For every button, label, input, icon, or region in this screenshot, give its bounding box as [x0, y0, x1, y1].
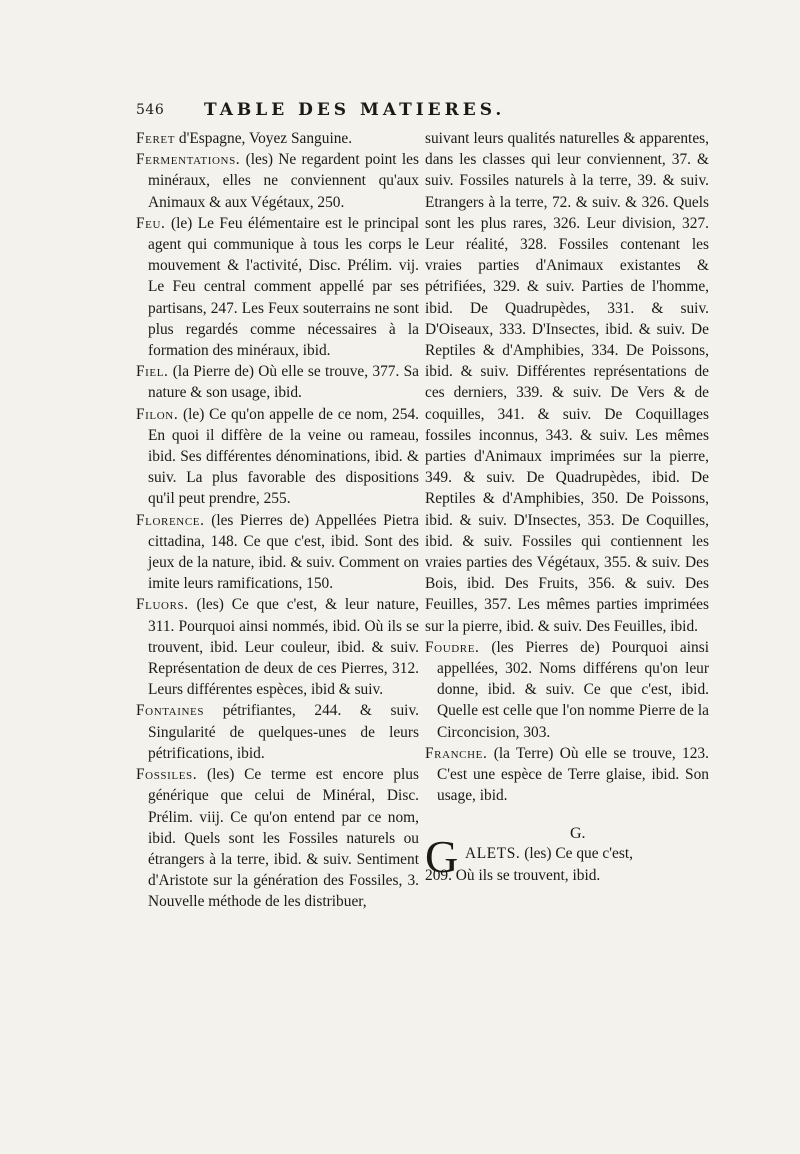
headword: Feu. — [136, 214, 166, 232]
headword: Fiel. — [136, 363, 169, 381]
entry-text: (les) Ne regardent point les minéraux, elles ne conviennent qu'aux Animaux & aux Végétaux, 250. — [148, 151, 419, 211]
index-entry-continued — [425, 128, 709, 637]
section-letter: G. — [570, 824, 586, 842]
entry-text: (les Pierres de) Pourquoi ainsi appellées, 302. Noms différens qu'on leur donne, ibid. & suiv. Ce que c'est, ibid. Quelle est celle que l'on nomme Pierre de la Circoncision, 303. — [437, 638, 709, 741]
running-title: TABLE DES MATIERES. — [204, 100, 506, 120]
left-column — [136, 128, 419, 913]
index-entry — [136, 361, 419, 403]
entry-text: (les) Ce terme est encore plus générique que celui de Minéral, Disc. Prélim. viij. Ce qu'on entend par ce nom, ibid. Quels sont les Fossiles naturels ou étrangers à la terre, ibid. & suiv. Sentiment d'Aristote sur la génération des Fossiles, 3. Nouvelle méthode de les distribuer, — [148, 766, 419, 911]
entry-text: (les) Ce que c'est, & leur nature, 311. Pourquoi ainsi nommés, ibid. Où ils se trouvent, ibid. Leur couleur, ibid. & suiv. Représentation de deux de ces Pierres, 312. Leurs différentes espèces, ibid & suiv. — [148, 596, 419, 699]
entry-line — [425, 865, 709, 886]
entry-text: (les Pierres de) Appellées Pietra cittadina, 148. Ce que c'est, ibid. Sont des jeux de la nature, ibid. & suiv. Comment on imite leurs ramifications, 150. — [148, 511, 419, 593]
entry-text: (la Pierre de) Où elle se trouve, 377. Sa nature & son usage, ibid. — [148, 363, 419, 402]
headword: Foudre. — [425, 638, 480, 656]
index-entry — [136, 213, 419, 361]
index-entry — [425, 743, 709, 807]
headword: Franche. — [425, 744, 488, 762]
entry-text: (le) Ce qu'on appelle de ce nom, 254. En quoi il diffère de la veine ou rameau, ibid. Ses différentes dénominations, ibid. & suiv. La plus favorable des dispositions qu'il peut prendre, 255. — [148, 405, 419, 508]
headword: Fluors. — [136, 596, 189, 614]
page-number: 546 — [136, 102, 165, 118]
entry-text: suivant leurs qualités naturelles & apparentes, dans les classes qui leur conviennent, 37. & suiv. Fossiles naturels à la terre, 39. & suiv. Etrangers à la terre, 72. & suiv. & 326. Quels sont les plus rares, 326. Leur division, 327. Leur réalité, 328. Fossiles contenant les vraies parties d'Animaux existantes & pétrifiées, 329. & suiv. Parties de l'homme, ibid. De Quadrupèdes, 331. & suiv. D'Oiseaux, 333. D'Insectes, ibid. & suiv. De Reptiles & d'Amphibies, 334. De Poissons, ibid. & suiv. Différentes représentations de ces derniers, 339. & suiv. De Vers & de coquilles, 341. & suiv. De Coquillages fossiles inconnus, 343. & suiv. Les mêmes parties d'Animaux imprimées sur la pierre, 349. & suiv. De Quadrupèdes, ibid. De Reptiles & d'Amphibies, 350. De Poissons, ibid. & suiv. D'Insectes, 353. De Coquilles, ibid. & suiv. Fossiles qui contiennent les vraies parties des Végétaux, 355. & suiv. Des Bois, ibid. Des Fruits, 356. & suiv. Des Feuilles, 357. Les mêmes parties imprimées sur la pierre, ibid. & suiv. Des Feuilles, ibid. — [425, 130, 709, 635]
running-header — [136, 100, 706, 126]
index-entry — [136, 510, 419, 595]
headword: Fontaines — [136, 702, 205, 720]
index-entry — [425, 637, 709, 743]
headword: Filon. — [136, 405, 179, 423]
headword: Feret — [136, 130, 176, 147]
headword: Fermentations. — [136, 151, 241, 169]
headword: ALETS. — [465, 844, 521, 862]
index-entry — [136, 764, 419, 912]
index-entry — [136, 149, 419, 213]
index-entry — [136, 404, 419, 510]
entry-line — [465, 843, 709, 864]
drop-cap: G — [425, 830, 459, 882]
index-entry — [136, 700, 419, 764]
entry-text: 209. Où ils se trouvent, ibid. — [425, 866, 601, 884]
headword: Fossiles. — [136, 766, 198, 784]
entry-text: (les) Ce que c'est, — [524, 844, 633, 862]
entry-text: pétrifiantes, 244. & suiv. Singularité de quelques-unes de leurs pétrifications, ibid. — [148, 702, 419, 762]
right-column — [425, 128, 709, 884]
index-entry — [136, 594, 419, 700]
entry-text: (le) Le Feu élémentaire est le principal agent qui communique à tous les corps le mouvement & l'activité, Disc. Prélim. vij. Le Feu central comment appellé par ses partisans, 247. Les Feux souterrains ne sont plus regardés comme nécessaires à la formation des minéraux, ibid. — [148, 214, 419, 360]
index-entry — [136, 128, 419, 149]
section-g — [425, 824, 709, 884]
entry-text: (la Terre) Où elle se trouve, 123. C'est une espèce de Terre glaise, ibid. Son usage, ibid. — [437, 744, 709, 805]
headword: Florence. — [136, 511, 205, 529]
entry-text: d'Espagne, Voyez Sanguine. — [178, 130, 353, 147]
